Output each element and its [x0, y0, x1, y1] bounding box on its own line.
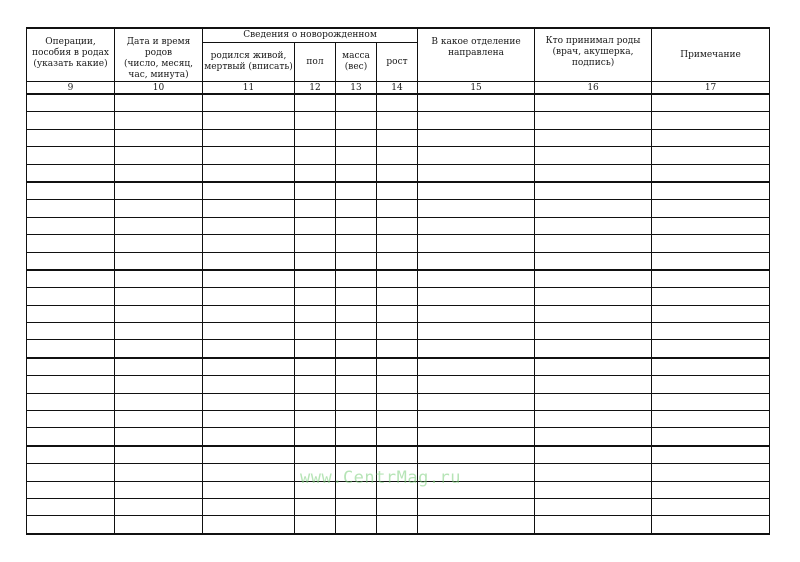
table-cell[interactable]	[115, 270, 203, 288]
column-number: 17	[652, 82, 770, 95]
table-cell[interactable]	[418, 182, 535, 200]
table-cell[interactable]	[27, 288, 115, 305]
table-cell[interactable]	[535, 252, 652, 270]
births-register-table	[26, 27, 770, 535]
table-cell[interactable]	[377, 235, 418, 252]
table-cell[interactable]	[115, 147, 203, 164]
table-cell[interactable]	[295, 428, 336, 446]
table-row	[27, 147, 770, 164]
table-cell[interactable]	[27, 305, 115, 322]
table-cell[interactable]	[377, 340, 418, 358]
table-cell[interactable]	[295, 446, 336, 464]
table-cell[interactable]	[203, 340, 295, 358]
table-cell[interactable]	[418, 252, 535, 270]
header-department: В какое отделение направлена	[418, 28, 535, 82]
table-cell[interactable]	[336, 464, 377, 481]
table-cell[interactable]	[336, 217, 377, 234]
table-cell[interactable]	[27, 182, 115, 200]
table-cell[interactable]	[535, 428, 652, 446]
table-cell[interactable]	[418, 164, 535, 182]
table-cell[interactable]	[295, 516, 336, 534]
table-cell[interactable]	[418, 358, 535, 376]
table-cell[interactable]	[336, 393, 377, 410]
table-cell[interactable]	[535, 182, 652, 200]
table-cell[interactable]	[203, 252, 295, 270]
table-row	[27, 217, 770, 234]
table-cell[interactable]	[203, 164, 295, 182]
table-cell[interactable]	[295, 217, 336, 234]
table-row	[27, 182, 770, 200]
header-mass: масса (вес)	[336, 43, 377, 82]
table-cell[interactable]	[418, 516, 535, 534]
table-cell[interactable]	[336, 481, 377, 498]
table-cell[interactable]	[377, 288, 418, 305]
table-cell[interactable]	[535, 147, 652, 164]
table-cell[interactable]	[295, 464, 336, 481]
table-cell[interactable]	[336, 235, 377, 252]
table-cell[interactable]	[295, 200, 336, 217]
table-cell[interactable]	[203, 288, 295, 305]
table-cell[interactable]	[377, 94, 418, 112]
table-cell[interactable]	[377, 129, 418, 146]
column-number: 15	[418, 82, 535, 95]
column-number: 11	[203, 82, 295, 95]
table-cell[interactable]	[652, 94, 770, 112]
table-cell[interactable]	[535, 340, 652, 358]
watermark: www.CentrMag.ru	[300, 468, 462, 488]
table-cell[interactable]	[418, 464, 535, 481]
table-cell[interactable]	[295, 164, 336, 182]
table-cell[interactable]	[27, 516, 115, 534]
table-cell[interactable]	[295, 498, 336, 515]
table-cell[interactable]	[203, 270, 295, 288]
table-cell[interactable]	[295, 305, 336, 322]
table-cell[interactable]	[336, 428, 377, 446]
table-cell[interactable]	[115, 112, 203, 129]
table-cell[interactable]	[115, 340, 203, 358]
table-cell[interactable]	[377, 112, 418, 129]
table-cell[interactable]	[27, 323, 115, 340]
table-cell[interactable]	[295, 288, 336, 305]
table-cell[interactable]	[652, 129, 770, 146]
table-cell[interactable]	[535, 498, 652, 515]
table-cell[interactable]	[652, 393, 770, 410]
table-cell[interactable]	[418, 323, 535, 340]
table-cell[interactable]	[203, 446, 295, 464]
table-cell[interactable]	[336, 270, 377, 288]
table-cell[interactable]	[535, 200, 652, 217]
table-cell[interactable]	[418, 147, 535, 164]
table-cell[interactable]	[203, 94, 295, 112]
table-row	[27, 446, 770, 464]
table-cell[interactable]	[652, 376, 770, 393]
table-cell[interactable]	[203, 182, 295, 200]
table-row	[27, 323, 770, 340]
table-cell[interactable]	[418, 340, 535, 358]
table-cell[interactable]	[203, 464, 295, 481]
table-cell[interactable]	[115, 393, 203, 410]
table-cell[interactable]	[27, 393, 115, 410]
table-cell[interactable]	[27, 270, 115, 288]
table-cell[interactable]	[535, 235, 652, 252]
table-cell[interactable]	[336, 182, 377, 200]
table-cell[interactable]	[336, 164, 377, 182]
table-cell[interactable]	[652, 252, 770, 270]
table-cell[interactable]	[115, 516, 203, 534]
table-cell[interactable]	[295, 393, 336, 410]
table-cell[interactable]	[336, 94, 377, 112]
header-notes: Примечание	[652, 28, 770, 82]
table-cell[interactable]	[336, 252, 377, 270]
table-cell[interactable]	[377, 516, 418, 534]
table-cell[interactable]	[295, 129, 336, 146]
table-cell[interactable]	[295, 323, 336, 340]
table-cell[interactable]	[418, 376, 535, 393]
table-cell[interactable]	[27, 446, 115, 464]
table-cell[interactable]	[418, 305, 535, 322]
table-cell[interactable]	[535, 323, 652, 340]
table-cell[interactable]	[418, 288, 535, 305]
table-cell[interactable]	[115, 182, 203, 200]
table-cell[interactable]	[377, 428, 418, 446]
table-cell[interactable]	[652, 288, 770, 305]
table-cell[interactable]	[652, 147, 770, 164]
table-row	[27, 305, 770, 322]
table-cell[interactable]	[336, 323, 377, 340]
table-cell[interactable]	[27, 94, 115, 112]
table-cell[interactable]	[377, 147, 418, 164]
table-cell[interactable]	[115, 411, 203, 428]
header-delivered-by: Кто принимал роды (врач, акушерка, подпись)	[535, 28, 652, 82]
table-cell[interactable]	[203, 112, 295, 129]
table-cell[interactable]	[115, 464, 203, 481]
table-cell[interactable]	[377, 182, 418, 200]
header-sex: пол	[295, 43, 336, 82]
table-cell[interactable]	[336, 358, 377, 376]
table-cell[interactable]	[377, 270, 418, 288]
table-cell[interactable]	[652, 516, 770, 534]
column-number: 12	[295, 82, 336, 95]
table-cell[interactable]	[295, 182, 336, 200]
table-cell[interactable]	[652, 235, 770, 252]
table-cell[interactable]	[336, 288, 377, 305]
table-cell[interactable]	[295, 235, 336, 252]
table-cell[interactable]	[652, 270, 770, 288]
table-cell[interactable]	[652, 411, 770, 428]
table-row	[27, 481, 770, 498]
table-cell[interactable]	[27, 112, 115, 129]
column-number: 9	[27, 82, 115, 95]
table-cell[interactable]	[336, 411, 377, 428]
table-cell[interactable]	[535, 164, 652, 182]
table-row	[27, 164, 770, 182]
table-cell[interactable]	[418, 270, 535, 288]
table-row	[27, 270, 770, 288]
table-cell[interactable]	[377, 393, 418, 410]
column-number: 16	[535, 82, 652, 95]
table-cell[interactable]	[203, 428, 295, 446]
table-cell[interactable]	[652, 498, 770, 515]
table-cell[interactable]	[115, 323, 203, 340]
table-cell[interactable]	[535, 481, 652, 498]
header-newborn-info: Сведения о новорожденном	[203, 28, 418, 43]
table-cell[interactable]	[377, 217, 418, 234]
table-cell[interactable]	[203, 393, 295, 410]
journal-form-sheet	[26, 27, 769, 535]
table-cell[interactable]	[535, 129, 652, 146]
table-cell[interactable]	[27, 200, 115, 217]
table-cell[interactable]	[27, 411, 115, 428]
table-cell[interactable]	[377, 305, 418, 322]
table-cell[interactable]	[115, 129, 203, 146]
table-cell[interactable]	[535, 376, 652, 393]
table-cell[interactable]	[377, 498, 418, 515]
table-cell[interactable]	[535, 516, 652, 534]
table-cell[interactable]	[418, 235, 535, 252]
table-cell[interactable]	[418, 446, 535, 464]
table-cell[interactable]	[336, 498, 377, 515]
table-cell[interactable]	[115, 200, 203, 217]
table-cell[interactable]	[418, 217, 535, 234]
column-number: 13	[336, 82, 377, 95]
table-cell[interactable]	[377, 358, 418, 376]
table-cell[interactable]	[652, 112, 770, 129]
table-cell[interactable]	[27, 376, 115, 393]
table-cell[interactable]	[203, 516, 295, 534]
table-row	[27, 498, 770, 515]
table-cell[interactable]	[27, 252, 115, 270]
table-cell[interactable]	[652, 305, 770, 322]
table-cell[interactable]	[295, 340, 336, 358]
table-cell[interactable]	[535, 288, 652, 305]
table-cell[interactable]	[336, 147, 377, 164]
table-cell[interactable]	[418, 112, 535, 129]
table-cell[interactable]	[115, 446, 203, 464]
table-cell[interactable]	[203, 358, 295, 376]
table-cell[interactable]	[115, 498, 203, 515]
table-cell[interactable]	[336, 446, 377, 464]
table-cell[interactable]	[203, 481, 295, 498]
table-cell[interactable]	[377, 446, 418, 464]
table-cell[interactable]	[295, 252, 336, 270]
table-cell[interactable]	[115, 217, 203, 234]
table-row	[27, 200, 770, 217]
table-cell[interactable]	[295, 358, 336, 376]
table-row	[27, 516, 770, 534]
table-cell[interactable]	[203, 305, 295, 322]
table-cell[interactable]	[203, 498, 295, 515]
table-cell[interactable]	[377, 164, 418, 182]
table-cell[interactable]	[652, 323, 770, 340]
table-row	[27, 235, 770, 252]
table-cell[interactable]	[203, 323, 295, 340]
column-number: 10	[115, 82, 203, 95]
column-numbers-row	[27, 82, 770, 95]
table-cell[interactable]	[652, 164, 770, 182]
table-cell[interactable]	[418, 200, 535, 217]
table-cell[interactable]	[535, 112, 652, 129]
table-cell[interactable]	[27, 464, 115, 481]
table-cell[interactable]	[418, 481, 535, 498]
table-cell[interactable]	[203, 411, 295, 428]
header-birth-datetime: Дата и время родов (число, месяц, час, минута)	[115, 28, 203, 82]
table-cell[interactable]	[27, 498, 115, 515]
table-row	[27, 252, 770, 270]
table-row	[27, 340, 770, 358]
table-cell[interactable]	[115, 252, 203, 270]
table-cell[interactable]	[377, 464, 418, 481]
table-cell[interactable]	[418, 428, 535, 446]
table-cell[interactable]	[377, 323, 418, 340]
table-cell[interactable]	[652, 481, 770, 498]
table-cell[interactable]	[115, 376, 203, 393]
table-cell[interactable]	[27, 217, 115, 234]
table-cell[interactable]	[115, 164, 203, 182]
table-cell[interactable]	[535, 464, 652, 481]
table-cell[interactable]	[336, 200, 377, 217]
table-row	[27, 464, 770, 481]
table-cell[interactable]	[652, 217, 770, 234]
table-cell[interactable]	[377, 376, 418, 393]
table-cell[interactable]	[203, 129, 295, 146]
table-cell[interactable]	[336, 516, 377, 534]
table-cell[interactable]	[652, 464, 770, 481]
table-row	[27, 129, 770, 146]
table-cell[interactable]	[652, 428, 770, 446]
table-cell[interactable]	[535, 217, 652, 234]
header-born-alive-dead: родился живой, мертвый (вписать)	[203, 43, 295, 82]
table-cell[interactable]	[295, 147, 336, 164]
table-cell[interactable]	[203, 217, 295, 234]
table-cell[interactable]	[295, 481, 336, 498]
table-cell[interactable]	[535, 305, 652, 322]
table-row	[27, 288, 770, 305]
table-cell[interactable]	[295, 112, 336, 129]
table-cell[interactable]	[27, 481, 115, 498]
table-cell[interactable]	[295, 94, 336, 112]
table-cell[interactable]	[652, 358, 770, 376]
table-row	[27, 94, 770, 112]
table-row	[27, 376, 770, 393]
table-cell[interactable]	[295, 376, 336, 393]
table-cell[interactable]	[336, 112, 377, 129]
table-cell[interactable]	[203, 376, 295, 393]
table-cell[interactable]	[115, 428, 203, 446]
table-cell[interactable]	[115, 305, 203, 322]
table-cell[interactable]	[535, 94, 652, 112]
column-number: 14	[377, 82, 418, 95]
header-operations: Операции, пособия в родах (указать какие)	[27, 28, 115, 82]
table-cell[interactable]	[652, 200, 770, 217]
table-row	[27, 358, 770, 376]
table-cell[interactable]	[295, 270, 336, 288]
table-cell[interactable]	[652, 182, 770, 200]
table-cell[interactable]	[418, 129, 535, 146]
table-cell[interactable]	[115, 94, 203, 112]
table-cell[interactable]	[377, 252, 418, 270]
table-cell[interactable]	[27, 340, 115, 358]
table-cell[interactable]	[27, 358, 115, 376]
table-row	[27, 411, 770, 428]
table-cell[interactable]	[418, 498, 535, 515]
table-cell[interactable]	[203, 147, 295, 164]
table-cell[interactable]	[377, 200, 418, 217]
table-cell[interactable]	[115, 358, 203, 376]
table-cell[interactable]	[203, 200, 295, 217]
table-cell[interactable]	[535, 270, 652, 288]
table-cell[interactable]	[27, 428, 115, 446]
table-cell[interactable]	[535, 411, 652, 428]
table-cell[interactable]	[115, 288, 203, 305]
table-row	[27, 428, 770, 446]
table-cell[interactable]	[535, 358, 652, 376]
table-cell[interactable]	[27, 235, 115, 252]
table-cell[interactable]	[535, 393, 652, 410]
table-cell[interactable]	[418, 393, 535, 410]
table-cell[interactable]	[652, 340, 770, 358]
table-cell[interactable]	[652, 446, 770, 464]
header-height: рост	[377, 43, 418, 82]
table-row	[27, 112, 770, 129]
table-cell[interactable]	[115, 235, 203, 252]
table-cell[interactable]	[27, 129, 115, 146]
table-cell[interactable]	[203, 235, 295, 252]
table-cell[interactable]	[418, 411, 535, 428]
table-cell[interactable]	[295, 411, 336, 428]
table-cell[interactable]	[27, 164, 115, 182]
table-cell[interactable]	[418, 94, 535, 112]
table-cell[interactable]	[336, 340, 377, 358]
table-cell[interactable]	[336, 129, 377, 146]
table-cell[interactable]	[336, 376, 377, 393]
table-cell[interactable]	[535, 446, 652, 464]
table-cell[interactable]	[377, 411, 418, 428]
table-row	[27, 393, 770, 410]
table-cell[interactable]	[336, 305, 377, 322]
table-cell[interactable]	[377, 481, 418, 498]
table-cell[interactable]	[115, 481, 203, 498]
table-cell[interactable]	[27, 147, 115, 164]
